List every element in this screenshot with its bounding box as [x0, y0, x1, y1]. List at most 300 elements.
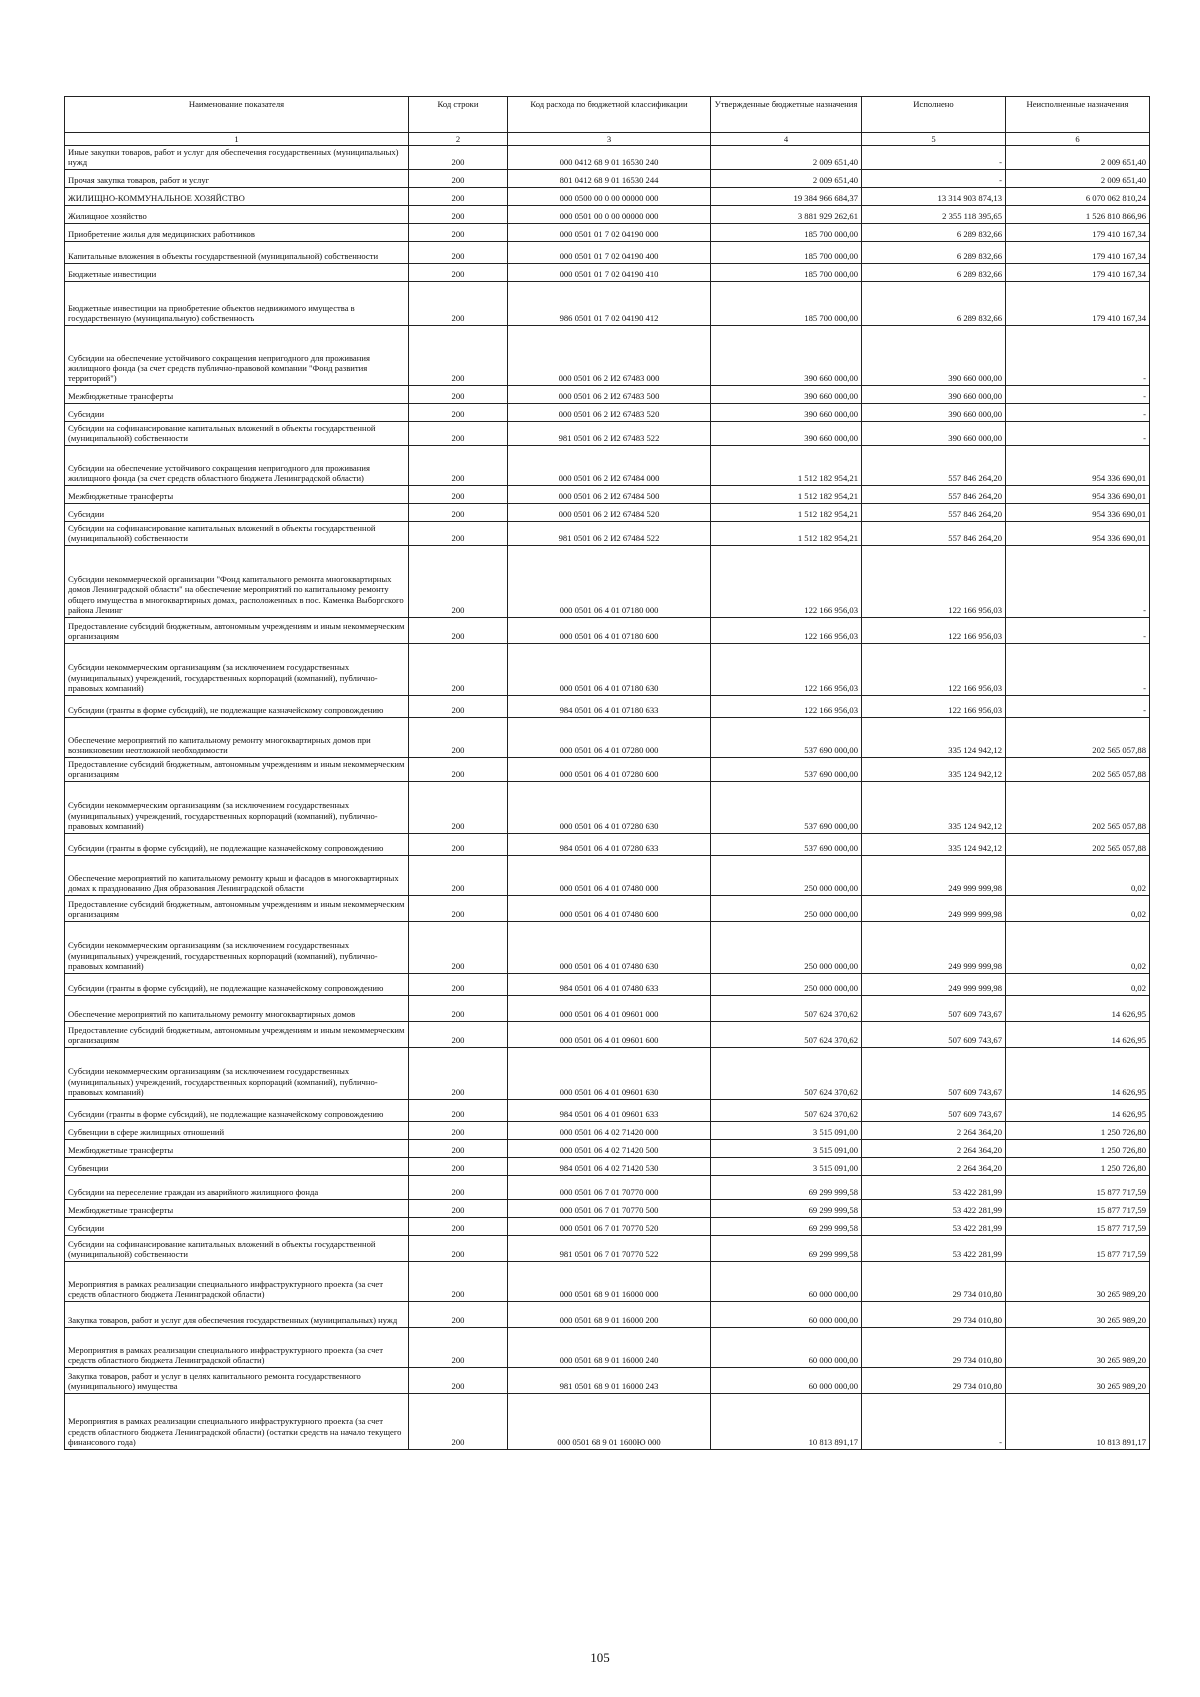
row-executed-amount: 53 422 281,99 — [862, 1235, 1006, 1261]
row-executed-amount: 6 289 832,66 — [862, 263, 1006, 281]
row-budget-classification-code: 981 0501 06 2 И2 67484 522 — [508, 521, 711, 545]
row-line-code: 200 — [409, 223, 508, 241]
row-approved-amount: 122 166 956,03 — [711, 617, 862, 643]
row-line-code: 200 — [409, 1157, 508, 1175]
row-budget-classification-code: 984 0501 06 4 01 07280 633 — [508, 833, 711, 855]
row-budget-classification-code: 000 0501 06 7 01 70770 000 — [508, 1175, 711, 1199]
row-indicator-name: Субсидии (гранты в форме субсидий), не подлежащие казначейскому сопровождению — [65, 695, 409, 717]
row-budget-classification-code: 000 0501 68 9 01 16000 240 — [508, 1327, 711, 1367]
row-unexecuted-amount: - — [1006, 545, 1150, 617]
row-executed-amount: 122 166 956,03 — [862, 545, 1006, 617]
row-indicator-name: Предоставление субсидий бюджетным, автономным учреждениям и иным некоммерческим организациям — [65, 757, 409, 781]
row-approved-amount: 537 690 000,00 — [711, 833, 862, 855]
table-row — [65, 325, 1150, 385]
row-approved-amount: 19 384 966 684,37 — [711, 187, 862, 205]
row-budget-classification-code: 000 0501 06 7 01 70770 500 — [508, 1199, 711, 1217]
row-budget-classification-code: 981 0501 06 7 01 70770 522 — [508, 1235, 711, 1261]
row-line-code: 200 — [409, 281, 508, 325]
row-budget-classification-code: 000 0501 06 4 01 07280 000 — [508, 717, 711, 757]
row-approved-amount: 250 000 000,00 — [711, 855, 862, 895]
header-line-code: Код строки — [409, 97, 508, 133]
row-budget-classification-code: 984 0501 06 4 01 07480 633 — [508, 973, 711, 995]
row-indicator-name: Субсидии на софинансирование капитальных вложений в объекты государственной (муниципальной) собственности — [65, 1235, 409, 1261]
row-line-code: 200 — [409, 1393, 508, 1449]
row-approved-amount: 250 000 000,00 — [711, 973, 862, 995]
row-indicator-name: Иные закупки товаров, работ и услуг для обеспечения государственных (муниципальных) нужд — [65, 146, 409, 170]
row-unexecuted-amount: 2 009 651,40 — [1006, 169, 1150, 187]
table-row — [65, 995, 1150, 1021]
row-executed-amount: 390 660 000,00 — [862, 385, 1006, 403]
row-approved-amount: 2 009 651,40 — [711, 146, 862, 170]
table-row — [65, 717, 1150, 757]
row-approved-amount: 69 299 999,58 — [711, 1235, 862, 1261]
table-row — [65, 445, 1150, 485]
row-indicator-name: Субсидии некоммерческим организациям (за исключением государственных (муниципальных) учреждений, государственных корпораций (компаний), публично-правовых компаний) — [65, 1047, 409, 1099]
row-line-code: 200 — [409, 781, 508, 833]
table-row — [65, 1327, 1150, 1367]
row-line-code: 200 — [409, 421, 508, 445]
row-unexecuted-amount: 14 626,95 — [1006, 995, 1150, 1021]
table-row — [65, 1393, 1150, 1449]
row-line-code: 200 — [409, 995, 508, 1021]
row-line-code: 200 — [409, 241, 508, 263]
row-unexecuted-amount: - — [1006, 643, 1150, 695]
table-row — [65, 503, 1150, 521]
row-executed-amount: - — [862, 146, 1006, 170]
table-row — [65, 833, 1150, 855]
row-budget-classification-code: 000 0501 06 4 01 07180 630 — [508, 643, 711, 695]
table-row — [65, 263, 1150, 281]
row-unexecuted-amount: 954 336 690,01 — [1006, 485, 1150, 503]
table-row — [65, 545, 1150, 617]
column-index-1: 1 — [65, 133, 409, 146]
row-approved-amount: 537 690 000,00 — [711, 757, 862, 781]
row-executed-amount: 335 124 942,12 — [862, 717, 1006, 757]
row-executed-amount: - — [862, 169, 1006, 187]
row-approved-amount: 507 624 370,62 — [711, 1047, 862, 1099]
table-row — [65, 1175, 1150, 1199]
row-approved-amount: 390 660 000,00 — [711, 421, 862, 445]
row-budget-classification-code: 000 0501 06 4 01 07180 000 — [508, 545, 711, 617]
row-unexecuted-amount: 2 009 651,40 — [1006, 146, 1150, 170]
row-budget-classification-code: 000 0501 06 4 02 71420 500 — [508, 1139, 711, 1157]
row-executed-amount: 335 124 942,12 — [862, 833, 1006, 855]
row-indicator-name: Субсидии некоммерческим организациям (за исключением государственных (муниципальных) учреждений, государственных корпораций (компаний), публично-правовых компаний) — [65, 643, 409, 695]
row-line-code: 200 — [409, 169, 508, 187]
row-executed-amount: 249 999 999,98 — [862, 895, 1006, 921]
row-executed-amount: 2 264 364,20 — [862, 1121, 1006, 1139]
row-approved-amount: 250 000 000,00 — [711, 895, 862, 921]
row-approved-amount: 69 299 999,58 — [711, 1199, 862, 1217]
row-line-code: 200 — [409, 895, 508, 921]
row-approved-amount: 60 000 000,00 — [711, 1327, 862, 1367]
table-row — [65, 973, 1150, 995]
row-unexecuted-amount: 30 265 989,20 — [1006, 1301, 1150, 1327]
row-line-code: 200 — [409, 187, 508, 205]
row-approved-amount: 185 700 000,00 — [711, 223, 862, 241]
row-line-code: 200 — [409, 1175, 508, 1199]
row-unexecuted-amount: 30 265 989,20 — [1006, 1261, 1150, 1301]
row-unexecuted-amount: 954 336 690,01 — [1006, 445, 1150, 485]
row-indicator-name: Субвенции — [65, 1157, 409, 1175]
row-budget-classification-code: 801 0412 68 9 01 16530 244 — [508, 169, 711, 187]
row-budget-classification-code: 000 0501 00 0 00 00000 000 — [508, 205, 711, 223]
row-indicator-name: Предоставление субсидий бюджетным, автономным учреждениям и иным некоммерческим организациям — [65, 617, 409, 643]
row-approved-amount: 390 660 000,00 — [711, 325, 862, 385]
row-unexecuted-amount: 1 250 726,80 — [1006, 1157, 1150, 1175]
row-unexecuted-amount: 0,02 — [1006, 973, 1150, 995]
row-executed-amount: 507 609 743,67 — [862, 1047, 1006, 1099]
row-approved-amount: 1 512 182 954,21 — [711, 521, 862, 545]
row-indicator-name: Бюджетные инвестиции на приобретение объектов недвижимого имущества в государственную (муниципальную) собственность — [65, 281, 409, 325]
row-executed-amount: 6 289 832,66 — [862, 223, 1006, 241]
table-row — [65, 1099, 1150, 1121]
row-executed-amount: 507 609 743,67 — [862, 1021, 1006, 1047]
row-line-code: 200 — [409, 403, 508, 421]
row-approved-amount: 537 690 000,00 — [711, 717, 862, 757]
row-budget-classification-code: 000 0501 06 7 01 70770 520 — [508, 1217, 711, 1235]
table-row — [65, 1047, 1150, 1099]
column-index-6: 6 — [1006, 133, 1150, 146]
row-line-code: 200 — [409, 521, 508, 545]
row-budget-classification-code: 000 0501 06 4 01 07480 600 — [508, 895, 711, 921]
row-executed-amount: 29 734 010,80 — [862, 1327, 1006, 1367]
row-indicator-name: Предоставление субсидий бюджетным, автономным учреждениям и иным некоммерческим организациям — [65, 895, 409, 921]
row-unexecuted-amount: 15 877 717,59 — [1006, 1175, 1150, 1199]
row-line-code: 200 — [409, 855, 508, 895]
header-indicator-name: Наименование показателя — [65, 97, 409, 133]
row-indicator-name: Межбюджетные трансферты — [65, 385, 409, 403]
row-budget-classification-code: 000 0501 06 4 01 07280 630 — [508, 781, 711, 833]
row-approved-amount: 2 009 651,40 — [711, 169, 862, 187]
table-row — [65, 643, 1150, 695]
row-line-code: 200 — [409, 757, 508, 781]
row-budget-classification-code: 000 0501 01 7 02 04190 410 — [508, 263, 711, 281]
table-row — [65, 695, 1150, 717]
column-index-4: 4 — [711, 133, 862, 146]
row-executed-amount: 122 166 956,03 — [862, 695, 1006, 717]
row-unexecuted-amount: 202 565 057,88 — [1006, 757, 1150, 781]
row-approved-amount: 1 512 182 954,21 — [711, 503, 862, 521]
row-unexecuted-amount: 15 877 717,59 — [1006, 1199, 1150, 1217]
row-budget-classification-code: 000 0501 06 2 И2 67483 500 — [508, 385, 711, 403]
row-line-code: 200 — [409, 1217, 508, 1235]
row-unexecuted-amount: 202 565 057,88 — [1006, 781, 1150, 833]
row-line-code: 200 — [409, 617, 508, 643]
row-budget-classification-code: 984 0501 06 4 02 71420 530 — [508, 1157, 711, 1175]
row-unexecuted-amount: 0,02 — [1006, 855, 1150, 895]
table-row — [65, 187, 1150, 205]
row-approved-amount: 537 690 000,00 — [711, 781, 862, 833]
row-unexecuted-amount: 0,02 — [1006, 921, 1150, 973]
row-budget-classification-code: 000 0501 06 2 И2 67484 500 — [508, 485, 711, 503]
row-indicator-name: Субсидии — [65, 503, 409, 521]
row-approved-amount: 390 660 000,00 — [711, 385, 862, 403]
row-indicator-name: Субсидии некоммерческой организации "Фонд капитального ремонта многоквартирных домов Ленинградской области" на обеспечение мероприятий по капитальному ремонту общего имущества в многоквартирных домах, расположенных в пос. Каменка Выборгского района Ленинг — [65, 545, 409, 617]
row-executed-amount: 122 166 956,03 — [862, 617, 1006, 643]
page-number: 105 — [590, 1650, 610, 1665]
row-budget-classification-code: 000 0501 06 4 01 07480 630 — [508, 921, 711, 973]
row-approved-amount: 185 700 000,00 — [711, 241, 862, 263]
column-index-2: 2 — [409, 133, 508, 146]
table-row — [65, 146, 1150, 170]
row-unexecuted-amount: 179 410 167,34 — [1006, 263, 1150, 281]
row-unexecuted-amount: 6 070 062 810,24 — [1006, 187, 1150, 205]
column-index-row — [65, 133, 1150, 146]
row-unexecuted-amount: 179 410 167,34 — [1006, 241, 1150, 263]
row-line-code: 200 — [409, 1327, 508, 1367]
row-executed-amount: 53 422 281,99 — [862, 1199, 1006, 1217]
row-budget-classification-code: 000 0501 01 7 02 04190 400 — [508, 241, 711, 263]
row-approved-amount: 1 512 182 954,21 — [711, 485, 862, 503]
row-line-code: 200 — [409, 1047, 508, 1099]
row-budget-classification-code: 000 0501 06 2 И2 67484 520 — [508, 503, 711, 521]
row-budget-classification-code: 000 0501 01 7 02 04190 000 — [508, 223, 711, 241]
row-budget-classification-code: 000 0501 06 4 02 71420 000 — [508, 1121, 711, 1139]
row-budget-classification-code: 000 0501 06 4 01 09601 630 — [508, 1047, 711, 1099]
column-index-5: 5 — [862, 133, 1006, 146]
row-unexecuted-amount: - — [1006, 695, 1150, 717]
table-row — [65, 1235, 1150, 1261]
row-indicator-name: Субсидии (гранты в форме субсидий), не подлежащие казначейскому сопровождению — [65, 833, 409, 855]
table-row — [65, 205, 1150, 223]
row-unexecuted-amount: - — [1006, 403, 1150, 421]
table-row — [65, 403, 1150, 421]
row-line-code: 200 — [409, 503, 508, 521]
row-line-code: 200 — [409, 973, 508, 995]
row-unexecuted-amount: 179 410 167,34 — [1006, 281, 1150, 325]
column-index-3: 3 — [508, 133, 711, 146]
row-approved-amount: 60 000 000,00 — [711, 1301, 862, 1327]
row-unexecuted-amount: 202 565 057,88 — [1006, 717, 1150, 757]
row-unexecuted-amount: - — [1006, 421, 1150, 445]
row-executed-amount: 29 734 010,80 — [862, 1367, 1006, 1393]
row-line-code: 200 — [409, 695, 508, 717]
row-executed-amount: 507 609 743,67 — [862, 995, 1006, 1021]
row-executed-amount: 557 846 264,20 — [862, 521, 1006, 545]
row-executed-amount: 53 422 281,99 — [862, 1217, 1006, 1235]
row-approved-amount: 250 000 000,00 — [711, 921, 862, 973]
row-indicator-name: Прочая закупка товаров, работ и услуг — [65, 169, 409, 187]
row-indicator-name: Предоставление субсидий бюджетным, автономным учреждениям и иным некоммерческим организациям — [65, 1021, 409, 1047]
row-budget-classification-code: 000 0501 06 2 И2 67483 520 — [508, 403, 711, 421]
row-executed-amount: 557 846 264,20 — [862, 485, 1006, 503]
row-approved-amount: 122 166 956,03 — [711, 695, 862, 717]
header-budget-classification-code: Код расхода по бюджетной классификации — [508, 97, 711, 133]
table-header-row — [65, 97, 1150, 133]
row-budget-classification-code: 000 0412 68 9 01 16530 240 — [508, 146, 711, 170]
row-budget-classification-code: 000 0501 68 9 01 16000 200 — [508, 1301, 711, 1327]
row-executed-amount: 13 314 903 874,13 — [862, 187, 1006, 205]
row-indicator-name: Мероприятия в рамках реализации специального инфраструктурного проекта (за счет средств областного бюджета Ленинградской области) — [65, 1261, 409, 1301]
table-row — [65, 1367, 1150, 1393]
row-budget-classification-code: 000 0500 00 0 00 00000 000 — [508, 187, 711, 205]
row-executed-amount: 29 734 010,80 — [862, 1261, 1006, 1301]
row-budget-classification-code: 000 0501 06 4 01 09601 600 — [508, 1021, 711, 1047]
row-indicator-name: Обеспечение мероприятий по капитальному ремонту многоквартирных домов при возникновении неотложной необходимости — [65, 717, 409, 757]
row-executed-amount: 390 660 000,00 — [862, 325, 1006, 385]
table-body — [65, 146, 1150, 1450]
row-unexecuted-amount: - — [1006, 617, 1150, 643]
row-indicator-name: Субсидии (гранты в форме субсидий), не подлежащие казначейскому сопровождению — [65, 973, 409, 995]
row-indicator-name: Капитальные вложения в объекты государственной (муниципальной) собственности — [65, 241, 409, 263]
row-budget-classification-code: 000 0501 06 4 01 09601 000 — [508, 995, 711, 1021]
table-row — [65, 223, 1150, 241]
table-row — [65, 895, 1150, 921]
row-indicator-name: Обеспечение мероприятий по капитальному ремонту крыш и фасадов в многоквартирных домах к празднованию Дня образования Ленинградской области — [65, 855, 409, 895]
row-approved-amount: 1 512 182 954,21 — [711, 445, 862, 485]
row-executed-amount: - — [862, 1393, 1006, 1449]
row-line-code: 200 — [409, 643, 508, 695]
row-line-code: 200 — [409, 833, 508, 855]
row-indicator-name: Субсидии — [65, 1217, 409, 1235]
row-indicator-name: Субсидии некоммерческим организациям (за исключением государственных (муниципальных) учреждений, государственных корпораций (компаний), публично-правовых компаний) — [65, 921, 409, 973]
row-executed-amount: 2 264 364,20 — [862, 1157, 1006, 1175]
row-executed-amount: 2 264 364,20 — [862, 1139, 1006, 1157]
row-unexecuted-amount: 30 265 989,20 — [1006, 1327, 1150, 1367]
row-approved-amount: 3 881 929 262,61 — [711, 205, 862, 223]
row-executed-amount: 507 609 743,67 — [862, 1099, 1006, 1121]
row-line-code: 200 — [409, 921, 508, 973]
row-budget-classification-code: 986 0501 01 7 02 04190 412 — [508, 281, 711, 325]
row-line-code: 200 — [409, 1199, 508, 1217]
row-line-code: 200 — [409, 1099, 508, 1121]
row-unexecuted-amount: 179 410 167,34 — [1006, 223, 1150, 241]
table-row — [65, 169, 1150, 187]
table-row — [65, 521, 1150, 545]
row-indicator-name: Мероприятия в рамках реализации специального инфраструктурного проекта (за счет средств областного бюджета Ленинградской области) — [65, 1327, 409, 1367]
row-line-code: 200 — [409, 545, 508, 617]
table-row — [65, 617, 1150, 643]
row-budget-classification-code: 000 0501 68 9 01 1600Ю 000 — [508, 1393, 711, 1449]
row-line-code: 200 — [409, 1301, 508, 1327]
row-indicator-name: Мероприятия в рамках реализации специального инфраструктурного проекта (за счет средств областного бюджета Ленинградской области) (остатки средств на начало текущего финансового года) — [65, 1393, 409, 1449]
row-line-code: 200 — [409, 1139, 508, 1157]
row-line-code: 200 — [409, 1021, 508, 1047]
row-indicator-name: Обеспечение мероприятий по капитальному ремонту многоквартирных домов — [65, 995, 409, 1021]
table-row — [65, 421, 1150, 445]
row-executed-amount: 53 422 281,99 — [862, 1175, 1006, 1199]
row-line-code: 200 — [409, 445, 508, 485]
row-unexecuted-amount: 14 626,95 — [1006, 1021, 1150, 1047]
table-row — [65, 1121, 1150, 1139]
budget-report-sheet — [64, 96, 1149, 1450]
row-indicator-name: Бюджетные инвестиции — [65, 263, 409, 281]
row-line-code: 200 — [409, 1367, 508, 1393]
row-approved-amount: 390 660 000,00 — [711, 403, 862, 421]
table-row — [65, 1157, 1150, 1175]
row-unexecuted-amount: - — [1006, 325, 1150, 385]
row-approved-amount: 185 700 000,00 — [711, 263, 862, 281]
row-executed-amount: 29 734 010,80 — [862, 1301, 1006, 1327]
table-row — [65, 855, 1150, 895]
row-indicator-name: Межбюджетные трансферты — [65, 485, 409, 503]
table-row — [65, 1217, 1150, 1235]
row-unexecuted-amount: 14 626,95 — [1006, 1047, 1150, 1099]
row-indicator-name: Жилищное хозяйство — [65, 205, 409, 223]
table-row — [65, 1199, 1150, 1217]
table-row — [65, 241, 1150, 263]
row-indicator-name: ЖИЛИЩНО-КОММУНАЛЬНОЕ ХОЗЯЙСТВО — [65, 187, 409, 205]
row-executed-amount: 6 289 832,66 — [862, 281, 1006, 325]
row-executed-amount: 335 124 942,12 — [862, 757, 1006, 781]
row-indicator-name: Межбюджетные трансферты — [65, 1139, 409, 1157]
row-approved-amount: 10 813 891,17 — [711, 1393, 862, 1449]
row-line-code: 200 — [409, 1121, 508, 1139]
table-row — [65, 1139, 1150, 1157]
row-approved-amount: 507 624 370,62 — [711, 995, 862, 1021]
row-executed-amount: 249 999 999,98 — [862, 921, 1006, 973]
table-row — [65, 781, 1150, 833]
row-unexecuted-amount: 15 877 717,59 — [1006, 1217, 1150, 1235]
row-budget-classification-code: 000 0501 06 2 И2 67483 000 — [508, 325, 711, 385]
header-unexecuted-appropriations: Неисполненные назначения — [1006, 97, 1150, 133]
row-indicator-name: Субвенции в сфере жилищных отношений — [65, 1121, 409, 1139]
table-row — [65, 281, 1150, 325]
row-indicator-name: Субсидии на переселение граждан из аварийного жилищного фонда — [65, 1175, 409, 1199]
budget-execution-table — [64, 96, 1150, 1450]
row-line-code: 200 — [409, 146, 508, 170]
row-budget-classification-code: 000 0501 68 9 01 16000 000 — [508, 1261, 711, 1301]
row-unexecuted-amount: 0,02 — [1006, 895, 1150, 921]
row-budget-classification-code: 000 0501 06 2 И2 67484 000 — [508, 445, 711, 485]
header-approved-appropriations: Утвержденные бюджетные назначения — [711, 97, 862, 133]
table-row — [65, 921, 1150, 973]
row-approved-amount: 60 000 000,00 — [711, 1367, 862, 1393]
row-executed-amount: 249 999 999,98 — [862, 973, 1006, 995]
table-row — [65, 1021, 1150, 1047]
row-line-code: 200 — [409, 263, 508, 281]
row-indicator-name: Приобретение жилья для медицинских работников — [65, 223, 409, 241]
row-unexecuted-amount: 1 250 726,80 — [1006, 1121, 1150, 1139]
row-unexecuted-amount: 1 526 810 866,96 — [1006, 205, 1150, 223]
row-approved-amount: 3 515 091,00 — [711, 1157, 862, 1175]
row-line-code: 200 — [409, 485, 508, 503]
row-unexecuted-amount: - — [1006, 385, 1150, 403]
row-unexecuted-amount: 10 813 891,17 — [1006, 1393, 1150, 1449]
row-executed-amount: 390 660 000,00 — [862, 403, 1006, 421]
row-approved-amount: 3 515 091,00 — [711, 1121, 862, 1139]
row-approved-amount: 60 000 000,00 — [711, 1261, 862, 1301]
row-budget-classification-code: 000 0501 06 4 01 07480 000 — [508, 855, 711, 895]
row-line-code: 200 — [409, 717, 508, 757]
row-approved-amount: 507 624 370,62 — [711, 1099, 862, 1121]
row-line-code: 200 — [409, 205, 508, 223]
row-executed-amount: 249 999 999,98 — [862, 855, 1006, 895]
row-line-code: 200 — [409, 325, 508, 385]
row-unexecuted-amount: 1 250 726,80 — [1006, 1139, 1150, 1157]
row-budget-classification-code: 981 0501 06 2 И2 67483 522 — [508, 421, 711, 445]
row-approved-amount: 122 166 956,03 — [711, 643, 862, 695]
row-unexecuted-amount: 954 336 690,01 — [1006, 521, 1150, 545]
row-line-code: 200 — [409, 385, 508, 403]
row-indicator-name: Субсидии на софинансирование капитальных вложений в объекты государственной (муниципальной) собственности — [65, 421, 409, 445]
row-executed-amount: 122 166 956,03 — [862, 643, 1006, 695]
row-approved-amount: 3 515 091,00 — [711, 1139, 862, 1157]
row-budget-classification-code: 984 0501 06 4 01 09601 633 — [508, 1099, 711, 1121]
row-indicator-name: Субсидии (гранты в форме субсидий), не подлежащие казначейскому сопровождению — [65, 1099, 409, 1121]
table-row — [65, 1261, 1150, 1301]
row-executed-amount: 557 846 264,20 — [862, 503, 1006, 521]
table-row — [65, 1301, 1150, 1327]
row-indicator-name: Субсидии некоммерческим организациям (за исключением государственных (муниципальных) учреждений, государственных корпораций (компаний), публично-правовых компаний) — [65, 781, 409, 833]
row-budget-classification-code: 984 0501 06 4 01 07180 633 — [508, 695, 711, 717]
row-executed-amount: 557 846 264,20 — [862, 445, 1006, 485]
row-executed-amount: 390 660 000,00 — [862, 421, 1006, 445]
row-indicator-name: Субсидии на софинансирование капитальных вложений в объекты государственной (муниципальной) собственности — [65, 521, 409, 545]
row-approved-amount: 507 624 370,62 — [711, 1021, 862, 1047]
row-indicator-name: Субсидии — [65, 403, 409, 421]
